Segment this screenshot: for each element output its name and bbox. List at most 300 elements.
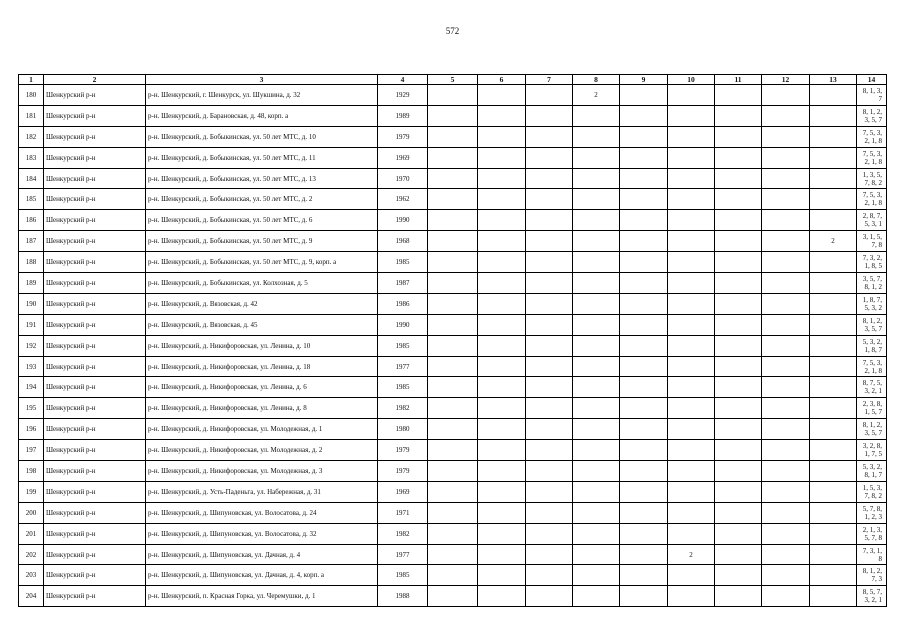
codes-cell: 7, 3, 2, 1, 8, 5 [857, 252, 887, 273]
year-cell: 1929 [378, 85, 428, 106]
value-cell [715, 335, 762, 356]
value-cell [526, 293, 573, 314]
value-cell [715, 440, 762, 461]
year-cell: 1985 [378, 252, 428, 273]
value-cell [715, 565, 762, 586]
value-cell [478, 314, 526, 335]
value-cell [715, 586, 762, 607]
codes-cell: 3, 5, 7, 8, 1, 2 [857, 273, 887, 294]
district-cell: Шенкурский р-н [44, 523, 146, 544]
district-cell: Шенкурский р-н [44, 335, 146, 356]
table-row [19, 293, 887, 314]
value-cell [620, 105, 668, 126]
value-cell [715, 377, 762, 398]
value-cell [428, 273, 478, 294]
value-cell [810, 523, 857, 544]
value-cell [715, 502, 762, 523]
address-cell: р-н. Шенкурский, д. Бобыкинская, ул. 50 лет МТС, д. 10 [146, 126, 378, 147]
year-cell: 1969 [378, 481, 428, 502]
column-header: 4 [378, 75, 428, 85]
row-number-cell: 180 [19, 85, 44, 106]
column-header: 7 [526, 75, 573, 85]
value-cell [526, 85, 573, 106]
value-cell [573, 273, 620, 294]
value-cell [573, 481, 620, 502]
value-cell [762, 314, 810, 335]
value-cell [428, 544, 478, 565]
value-cell [526, 502, 573, 523]
codes-cell: 8, 5, 7, 3, 2, 1 [857, 586, 887, 607]
value-cell [478, 356, 526, 377]
value-cell [428, 502, 478, 523]
value-cell [810, 377, 857, 398]
value-cell [810, 314, 857, 335]
value-cell [620, 544, 668, 565]
value-cell [762, 419, 810, 440]
year-cell: 1989 [378, 105, 428, 126]
value-cell [573, 461, 620, 482]
value-cell [668, 273, 715, 294]
value-cell [478, 565, 526, 586]
value-cell [573, 377, 620, 398]
district-cell: Шенкурский р-н [44, 419, 146, 440]
value-cell [715, 314, 762, 335]
value-cell [428, 168, 478, 189]
value-cell [428, 440, 478, 461]
value-cell [428, 335, 478, 356]
value-cell [762, 293, 810, 314]
value-cell [428, 210, 478, 231]
year-cell: 1971 [378, 502, 428, 523]
value-cell [620, 126, 668, 147]
value-cell [526, 419, 573, 440]
value-cell [668, 565, 715, 586]
value-cell [668, 314, 715, 335]
row-number-cell: 194 [19, 377, 44, 398]
value-cell [478, 481, 526, 502]
district-cell: Шенкурский р-н [44, 544, 146, 565]
district-cell: Шенкурский р-н [44, 231, 146, 252]
table-row [19, 502, 887, 523]
value-cell [478, 544, 526, 565]
district-cell: Шенкурский р-н [44, 252, 146, 273]
value-cell [428, 314, 478, 335]
value-cell [715, 544, 762, 565]
row-number-cell: 202 [19, 544, 44, 565]
table-row [19, 147, 887, 168]
value-cell [573, 565, 620, 586]
address-cell: р-н. Шенкурский, д. Шипуновская, ул. Волосатова, д. 24 [146, 502, 378, 523]
value-cell [526, 147, 573, 168]
codes-cell: 2, 1, 3, 5, 7, 8 [857, 523, 887, 544]
value-cell [573, 210, 620, 231]
value-cell [715, 147, 762, 168]
row-number-cell: 191 [19, 314, 44, 335]
value-cell [573, 523, 620, 544]
value-cell [526, 231, 573, 252]
value-cell [810, 252, 857, 273]
codes-cell: 8, 1, 2, 3, 5, 7 [857, 105, 887, 126]
row-number-cell: 181 [19, 105, 44, 126]
year-cell: 1990 [378, 314, 428, 335]
row-number-cell: 197 [19, 440, 44, 461]
row-number-cell: 201 [19, 523, 44, 544]
codes-cell: 5, 3, 2, 1, 8, 7 [857, 335, 887, 356]
value-cell [620, 523, 668, 544]
table-row [19, 440, 887, 461]
table-row [19, 335, 887, 356]
codes-cell: 8, 1, 2, 3, 5, 7 [857, 419, 887, 440]
row-number-cell: 198 [19, 461, 44, 482]
value-cell [810, 189, 857, 210]
year-cell: 1968 [378, 231, 428, 252]
table-row [19, 544, 887, 565]
district-cell: Шенкурский р-н [44, 85, 146, 106]
year-cell: 1982 [378, 398, 428, 419]
value-cell [526, 523, 573, 544]
value-cell [478, 335, 526, 356]
value-cell [573, 356, 620, 377]
value-cell [526, 398, 573, 419]
district-cell: Шенкурский р-н [44, 105, 146, 126]
value-cell [668, 461, 715, 482]
table-row [19, 105, 887, 126]
row-number-cell: 183 [19, 147, 44, 168]
value-cell [428, 377, 478, 398]
value-cell [620, 293, 668, 314]
value-cell [715, 523, 762, 544]
year-cell: 1979 [378, 126, 428, 147]
value-cell [526, 377, 573, 398]
value-cell [715, 419, 762, 440]
value-cell [478, 126, 526, 147]
value-cell [428, 189, 478, 210]
value-cell [810, 544, 857, 565]
year-cell: 1969 [378, 147, 428, 168]
value-cell [810, 147, 857, 168]
column-header: 14 [857, 75, 887, 85]
value-cell [762, 565, 810, 586]
year-cell: 1962 [378, 189, 428, 210]
value-cell [428, 565, 478, 586]
codes-cell: 7, 5, 3, 2, 1, 8 [857, 147, 887, 168]
value-cell [478, 419, 526, 440]
table-row [19, 210, 887, 231]
value-cell [573, 440, 620, 461]
value-cell [715, 293, 762, 314]
value-cell [573, 335, 620, 356]
column-header: 3 [146, 75, 378, 85]
value-cell [715, 168, 762, 189]
value-cell [428, 586, 478, 607]
district-cell: Шенкурский р-н [44, 481, 146, 502]
row-number-cell: 185 [19, 189, 44, 210]
value-cell [810, 85, 857, 106]
value-cell [478, 293, 526, 314]
value-cell [526, 252, 573, 273]
row-number-cell: 187 [19, 231, 44, 252]
value-cell [762, 586, 810, 607]
address-cell: р-н. Шенкурский, д. Никифоровская, ул. Молодежная, д. 3 [146, 461, 378, 482]
value-cell [715, 126, 762, 147]
address-cell: р-н. Шенкурский, д. Барановская, д. 48, корп. а [146, 105, 378, 126]
value-cell [668, 398, 715, 419]
codes-cell: 1, 8, 7, 5, 3, 2 [857, 293, 887, 314]
codes-cell: 2, 8, 7, 5, 3, 1 [857, 210, 887, 231]
value-cell [526, 440, 573, 461]
value-cell [810, 398, 857, 419]
value-cell: 2 [573, 85, 620, 106]
district-cell: Шенкурский р-н [44, 502, 146, 523]
value-cell [762, 502, 810, 523]
year-cell: 1986 [378, 293, 428, 314]
codes-cell: 7, 5, 3, 2, 1, 8 [857, 189, 887, 210]
table-row [19, 252, 887, 273]
value-cell [620, 419, 668, 440]
district-cell: Шенкурский р-н [44, 147, 146, 168]
value-cell [573, 168, 620, 189]
value-cell [573, 544, 620, 565]
value-cell [668, 252, 715, 273]
value-cell [762, 231, 810, 252]
value-cell [810, 565, 857, 586]
value-cell [428, 398, 478, 419]
value-cell [620, 502, 668, 523]
value-cell [573, 314, 620, 335]
value-cell [428, 85, 478, 106]
value-cell [762, 377, 810, 398]
value-cell [810, 105, 857, 126]
row-number-cell: 190 [19, 293, 44, 314]
value-cell [573, 105, 620, 126]
value-cell [810, 502, 857, 523]
value-cell [428, 293, 478, 314]
value-cell [478, 105, 526, 126]
value-cell [715, 356, 762, 377]
table-row [19, 356, 887, 377]
value-cell [810, 586, 857, 607]
value-cell [620, 335, 668, 356]
year-cell: 1988 [378, 586, 428, 607]
codes-cell: 1, 5, 3, 7, 8, 2 [857, 481, 887, 502]
value-cell [573, 231, 620, 252]
row-number-cell: 199 [19, 481, 44, 502]
value-cell [428, 419, 478, 440]
value-cell [668, 210, 715, 231]
address-cell: р-н. Шенкурский, д. Вязовская, д. 42 [146, 293, 378, 314]
header-row [19, 75, 887, 85]
value-cell [810, 356, 857, 377]
table-row [19, 419, 887, 440]
codes-cell: 8, 1, 2, 3, 5, 7 [857, 314, 887, 335]
value-cell [715, 231, 762, 252]
value-cell [810, 461, 857, 482]
year-cell: 1990 [378, 210, 428, 231]
value-cell [478, 252, 526, 273]
value-cell [620, 440, 668, 461]
row-number-cell: 200 [19, 502, 44, 523]
address-cell: р-н. Шенкурский, д. Шипуновская, ул. Волосатова, д. 32 [146, 523, 378, 544]
value-cell [668, 523, 715, 544]
value-cell [668, 105, 715, 126]
codes-cell: 3, 1, 5, 7, 8 [857, 231, 887, 252]
value-cell [478, 440, 526, 461]
year-cell: 1982 [378, 523, 428, 544]
value-cell [762, 461, 810, 482]
address-cell: р-н. Шенкурский, д. Бобыкинская, ул. 50 лет МТС, д. 9, корп. а [146, 252, 378, 273]
column-header: 9 [620, 75, 668, 85]
column-header: 1 [19, 75, 44, 85]
column-header: 13 [810, 75, 857, 85]
value-cell [620, 586, 668, 607]
value-cell [428, 356, 478, 377]
table-row [19, 461, 887, 482]
address-cell: р-н. Шенкурский, д. Шипуновская, ул. Дачная, д. 4, корп. а [146, 565, 378, 586]
address-cell: р-н. Шенкурский, д. Усть-Паденьга, ул. Набережная, д. 31 [146, 481, 378, 502]
row-number-cell: 192 [19, 335, 44, 356]
value-cell [668, 377, 715, 398]
codes-cell: 5, 3, 2, 8, 1, 7 [857, 461, 887, 482]
value-cell [715, 273, 762, 294]
codes-cell: 7, 5, 3, 2, 1, 8 [857, 356, 887, 377]
year-cell: 1985 [378, 377, 428, 398]
address-cell: р-н. Шенкурский, д. Бобыкинская, ул. 50 лет МТС, д. 9 [146, 231, 378, 252]
codes-cell: 8, 7, 5, 3, 2, 1 [857, 377, 887, 398]
value-cell [668, 189, 715, 210]
year-cell: 1980 [378, 419, 428, 440]
table-row [19, 481, 887, 502]
value-cell [620, 314, 668, 335]
value-cell [715, 189, 762, 210]
value-cell [620, 210, 668, 231]
value-cell [810, 419, 857, 440]
value-cell [762, 398, 810, 419]
year-cell: 1987 [378, 273, 428, 294]
column-header: 11 [715, 75, 762, 85]
table-row [19, 314, 887, 335]
value-cell [668, 231, 715, 252]
address-cell: р-н. Шенкурский, д. Никифоровская, ул. Ленина, д. 8 [146, 398, 378, 419]
district-cell: Шенкурский р-н [44, 440, 146, 461]
table-row [19, 398, 887, 419]
codes-cell: 7, 5, 3, 2, 1, 8 [857, 126, 887, 147]
district-cell: Шенкурский р-н [44, 461, 146, 482]
row-number-cell: 204 [19, 586, 44, 607]
value-cell [810, 273, 857, 294]
value-cell [573, 502, 620, 523]
table-row [19, 565, 887, 586]
value-cell [620, 565, 668, 586]
value-cell [762, 481, 810, 502]
value-cell [573, 293, 620, 314]
value-cell [526, 210, 573, 231]
address-cell: р-н. Шенкурский, д. Шипуновская, ул. Дачная, д. 4 [146, 544, 378, 565]
value-cell [478, 502, 526, 523]
year-cell: 1977 [378, 356, 428, 377]
address-cell: р-н. Шенкурский, д. Никифоровская, ул. Ленина, д. 6 [146, 377, 378, 398]
value-cell [526, 356, 573, 377]
value-cell: 2 [810, 231, 857, 252]
district-cell: Шенкурский р-н [44, 356, 146, 377]
value-cell [810, 168, 857, 189]
year-cell: 1970 [378, 168, 428, 189]
row-number-cell: 188 [19, 252, 44, 273]
codes-cell: 1, 3, 5, 7, 8, 2 [857, 168, 887, 189]
codes-cell: 3, 2, 8, 1, 7, 5 [857, 440, 887, 461]
table-row [19, 586, 887, 607]
column-header: 2 [44, 75, 146, 85]
value-cell [668, 356, 715, 377]
table-row [19, 273, 887, 294]
value-cell [715, 85, 762, 106]
value-cell [762, 168, 810, 189]
value-cell [478, 210, 526, 231]
year-cell: 1979 [378, 440, 428, 461]
value-cell [428, 105, 478, 126]
value-cell [762, 147, 810, 168]
district-cell: Шенкурский р-н [44, 314, 146, 335]
value-cell [668, 168, 715, 189]
value-cell [762, 189, 810, 210]
value-cell [526, 314, 573, 335]
value-cell [620, 481, 668, 502]
table-row [19, 168, 887, 189]
row-number-cell: 193 [19, 356, 44, 377]
value-cell [715, 252, 762, 273]
value-cell [428, 252, 478, 273]
table-row [19, 523, 887, 544]
district-cell: Шенкурский р-н [44, 126, 146, 147]
value-cell [715, 481, 762, 502]
year-cell: 1977 [378, 544, 428, 565]
district-cell: Шенкурский р-н [44, 565, 146, 586]
value-cell: 2 [668, 544, 715, 565]
value-cell [526, 461, 573, 482]
value-cell [762, 440, 810, 461]
row-number-cell: 203 [19, 565, 44, 586]
value-cell [715, 210, 762, 231]
value-cell [620, 189, 668, 210]
year-cell: 1985 [378, 565, 428, 586]
value-cell [526, 168, 573, 189]
value-cell [620, 461, 668, 482]
value-cell [668, 481, 715, 502]
value-cell [478, 273, 526, 294]
value-cell [478, 85, 526, 106]
value-cell [668, 419, 715, 440]
value-cell [762, 273, 810, 294]
value-cell [428, 147, 478, 168]
value-cell [762, 544, 810, 565]
value-cell [573, 586, 620, 607]
column-header: 6 [478, 75, 526, 85]
value-cell [478, 231, 526, 252]
value-cell [428, 481, 478, 502]
value-cell [668, 85, 715, 106]
year-cell: 1979 [378, 461, 428, 482]
codes-cell: 8, 1, 3, 7 [857, 85, 887, 106]
address-cell: р-н. Шенкурский, д. Никифоровская, ул. Молодежная, д. 2 [146, 440, 378, 461]
district-cell: Шенкурский р-н [44, 273, 146, 294]
value-cell [810, 210, 857, 231]
row-number-cell: 182 [19, 126, 44, 147]
value-cell [526, 565, 573, 586]
row-number-cell: 186 [19, 210, 44, 231]
value-cell [810, 440, 857, 461]
district-cell: Шенкурский р-н [44, 210, 146, 231]
row-number-cell: 196 [19, 419, 44, 440]
value-cell [668, 440, 715, 461]
